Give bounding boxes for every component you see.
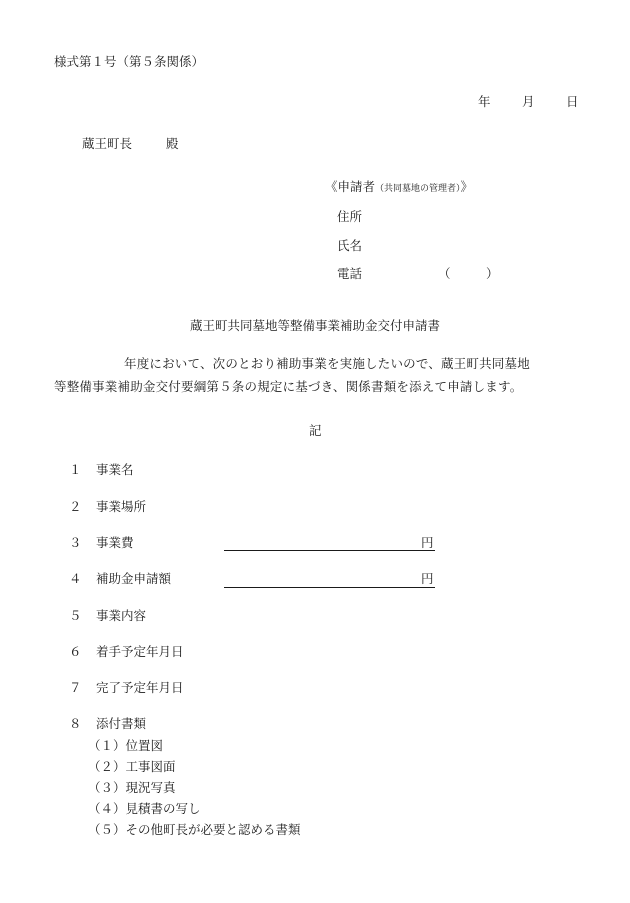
attachment-item: （２）工事図面 — [88, 759, 176, 774]
date-month: 月 — [522, 94, 535, 109]
attachment-item: （１）位置図 — [88, 738, 164, 753]
date-day: 日 — [566, 94, 579, 109]
ki-heading: 記 — [309, 423, 322, 438]
item-label: 事業費 — [96, 535, 134, 550]
phone-paren-close: ） — [486, 266, 499, 281]
item-label: 事業内容 — [96, 608, 147, 623]
name-label: 氏名 — [337, 238, 363, 253]
address-label: 住所 — [337, 209, 363, 224]
item-number: ２ — [69, 499, 82, 514]
item-unit-yen: 円 — [421, 535, 434, 550]
item-label: 補助金申請額 — [96, 571, 172, 586]
body-line-2: 等整備事業補助金交付要綱第５条の規定に基づき、関係書類を添えて申請します。 — [54, 379, 523, 394]
document-title: 蔵王町共同墓地等整備事業補助金交付申請書 — [189, 318, 440, 333]
attachment-item: （３）現況写真 — [88, 780, 176, 795]
addressee-name: 蔵王町長 — [82, 136, 133, 151]
item-number: ３ — [69, 535, 82, 550]
date-year: 年 — [478, 94, 491, 109]
item-number: ７ — [69, 680, 82, 695]
applicant-header — [325, 181, 473, 194]
item-number: ８ — [69, 716, 82, 731]
item-unit-yen: 円 — [421, 571, 434, 586]
body-line-1: 年度において、次のとおり補助事業を実施したいので、蔵王町共同墓地 — [124, 356, 530, 371]
item-label: 事業名 — [96, 462, 134, 477]
amount-underline — [224, 550, 435, 551]
item-number: ５ — [69, 608, 82, 623]
addressee-honorific: 殿 — [166, 136, 179, 151]
form-number: 様式第１号（第５条関係） — [54, 54, 205, 69]
attachment-item: （５）その他町長が必要と認める書類 — [88, 822, 301, 837]
phone-paren-open: （ — [438, 266, 451, 281]
item-label: 着手予定年月日 — [96, 644, 184, 659]
phone-label: 電話 — [337, 266, 363, 281]
amount-underline — [224, 587, 435, 588]
item-label: 完了予定年月日 — [96, 680, 184, 695]
item-number: １ — [69, 462, 82, 477]
applicant-close: 》 — [460, 179, 474, 194]
item-label: 添付書類 — [96, 716, 147, 731]
applicant-note: （共同墓地の管理者） — [375, 184, 461, 194]
item-label: 事業場所 — [96, 499, 147, 514]
attachment-item: （４）見積書の写し — [88, 801, 201, 816]
applicant-open: 《申請者 — [325, 179, 376, 194]
item-number: ６ — [69, 644, 82, 659]
item-number: ４ — [69, 571, 82, 586]
